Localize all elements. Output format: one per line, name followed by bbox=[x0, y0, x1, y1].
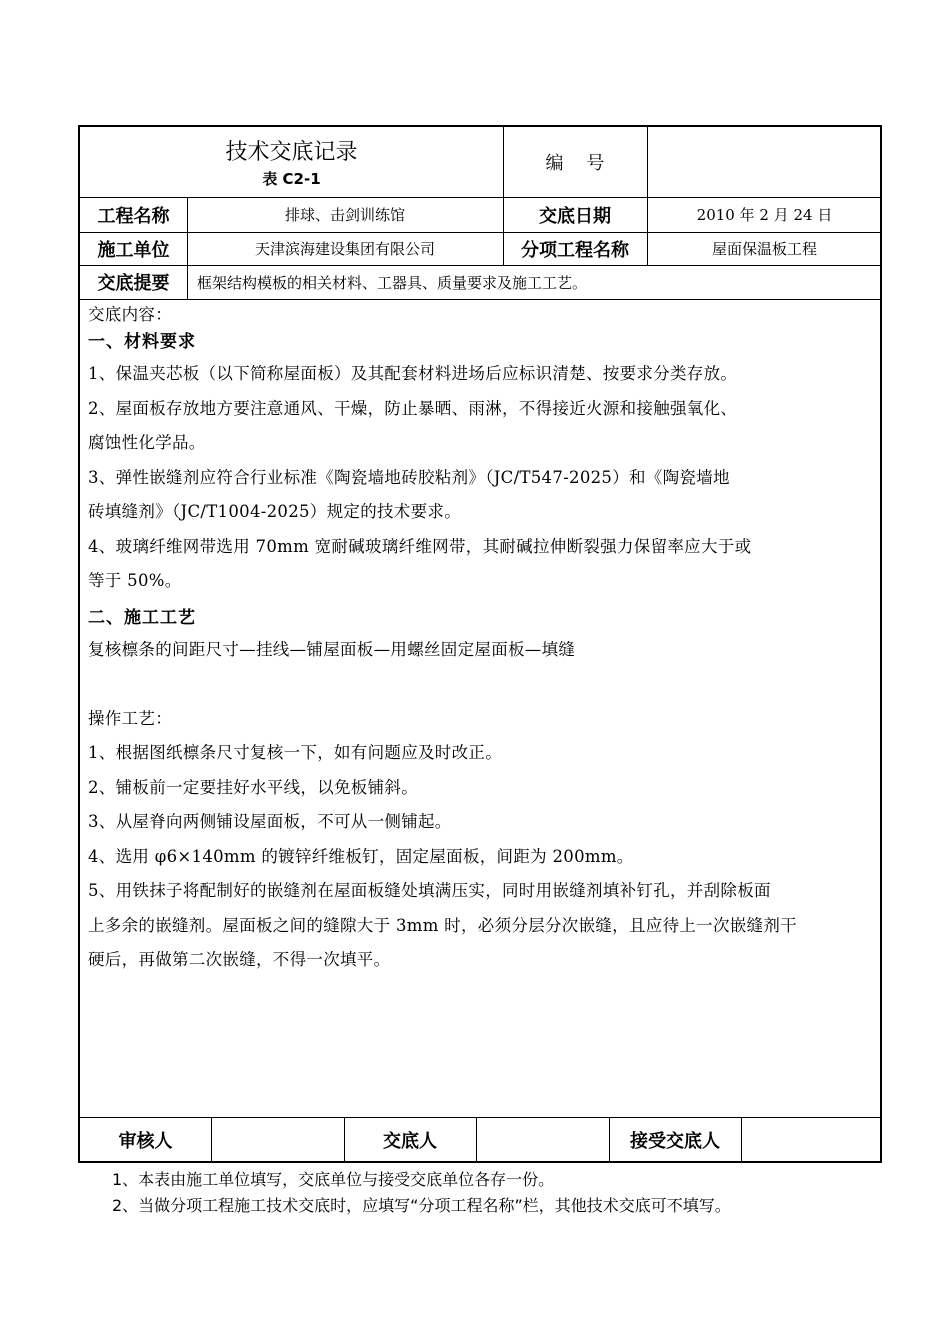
number-value[interactable] bbox=[647, 127, 882, 197]
spacer bbox=[88, 667, 872, 702]
reviewer-label: 审核人 bbox=[118, 1131, 173, 1152]
date-value[interactable]: 2010 年 2 月 24 日 bbox=[696, 206, 833, 224]
content-line: 4、玻璃纤维网带选用 70mm 宽耐碱玻璃纤维网带，其耐碱拉伸断裂强力保留率应大于或 bbox=[88, 536, 752, 556]
section-heading: 二、施工工艺 bbox=[88, 607, 196, 628]
subproject-label: 分项工程名称 bbox=[521, 239, 629, 261]
summary-value[interactable]: 框架结构模板的相关材料、工器具、质量要求及施工工艺。 bbox=[197, 273, 588, 292]
content-line: 砖填缝剂》（JC/T1004-2025）规定的技术要求。 bbox=[88, 502, 462, 521]
content-line: 2、屋面板存放地方要注意通风、干燥，防止暴晒、雨淋，不得接近火源和接触强氧化、 bbox=[88, 398, 738, 418]
content-intro: 交底内容： bbox=[88, 305, 172, 324]
project-name-label: 工程名称 bbox=[97, 205, 170, 227]
form-code: 表 C2-1 bbox=[262, 170, 321, 188]
content-line: 3、弹性嵌缝剂应符合行业标准《陶瓷墙地砖胶粘剂》（JC/T547-2025）和《陶瓷墙地 bbox=[88, 467, 730, 487]
title-block bbox=[80, 127, 503, 197]
project-name-value[interactable]: 排球、击剑训练馆 bbox=[284, 206, 405, 224]
content-line: 2、铺板前一定要挂好水平线，以免板铺斜。 bbox=[88, 777, 418, 797]
discloser-signature[interactable] bbox=[476, 1117, 609, 1163]
contractor-label: 施工单位 bbox=[97, 239, 170, 261]
content-line: 1、保温夹芯板（以下简称屋面板）及其配套材料进场后应标识清楚、按要求分类存放。 bbox=[88, 364, 738, 383]
discloser-label: 交底人 bbox=[383, 1131, 437, 1152]
content-line: 硬后，再做第二次嵌缝，不得一次填平。 bbox=[88, 950, 391, 969]
content-line: 等于 50%。 bbox=[88, 571, 182, 590]
row-divider bbox=[80, 299, 880, 300]
footnote: 2、当做分项工程施工技术交底时，应填写“分项工程名称”栏，其他技术交底可不填写。 bbox=[112, 1196, 731, 1215]
reviewer-signature[interactable] bbox=[211, 1117, 344, 1163]
disclosure-form bbox=[78, 125, 882, 1163]
content-line: 上多余的嵌缝剂。屋面板之间的缝隙大于 3mm 时，必须分层分次嵌缝，且应待上一次嵌缝剂干 bbox=[88, 915, 797, 935]
date-label: 交底日期 bbox=[539, 205, 611, 227]
content-line: 4、选用 φ6×140mm 的镀锌纤维板钉，固定屋面板，间距为 200mm。 bbox=[88, 846, 634, 866]
disclosure-content bbox=[88, 303, 872, 978]
summary-label: 交底提要 bbox=[97, 273, 170, 294]
footnote: 1、本表由施工单位填写，交底单位与接受交底单位各存一份。 bbox=[112, 1170, 555, 1189]
content-line: 3、从屋脊向两侧铺设屋面板，不可从一侧铺起。 bbox=[88, 812, 452, 831]
subproject-value[interactable]: 屋面保温板工程 bbox=[711, 240, 817, 258]
receiver-signature[interactable] bbox=[741, 1117, 882, 1163]
form-title: 技术交底记录 bbox=[225, 140, 358, 165]
content-line: 腐蚀性化学品。 bbox=[88, 433, 206, 452]
contractor-value[interactable]: 天津滨海建设集团有限公司 bbox=[254, 240, 435, 258]
receiver-label: 接受交底人 bbox=[630, 1131, 720, 1152]
section-heading: 一、材料要求 bbox=[88, 332, 196, 352]
content-line: 1、根据图纸檩条尺寸复核一下，如有问题应及时改正。 bbox=[88, 743, 502, 762]
process-flow: 复核檩条的间距尺寸—挂线—铺屋面板—用螺丝固定屋面板—填缝 bbox=[88, 639, 576, 659]
number-label: 编 号 bbox=[545, 153, 605, 174]
operation-title: 操作工艺： bbox=[88, 708, 172, 728]
content-line: 5、用铁抹子将配制好的嵌缝剂在屋面板缝处填满压实，同时用嵌缝剂填补钉孔，并刮除板面 bbox=[88, 881, 771, 900]
